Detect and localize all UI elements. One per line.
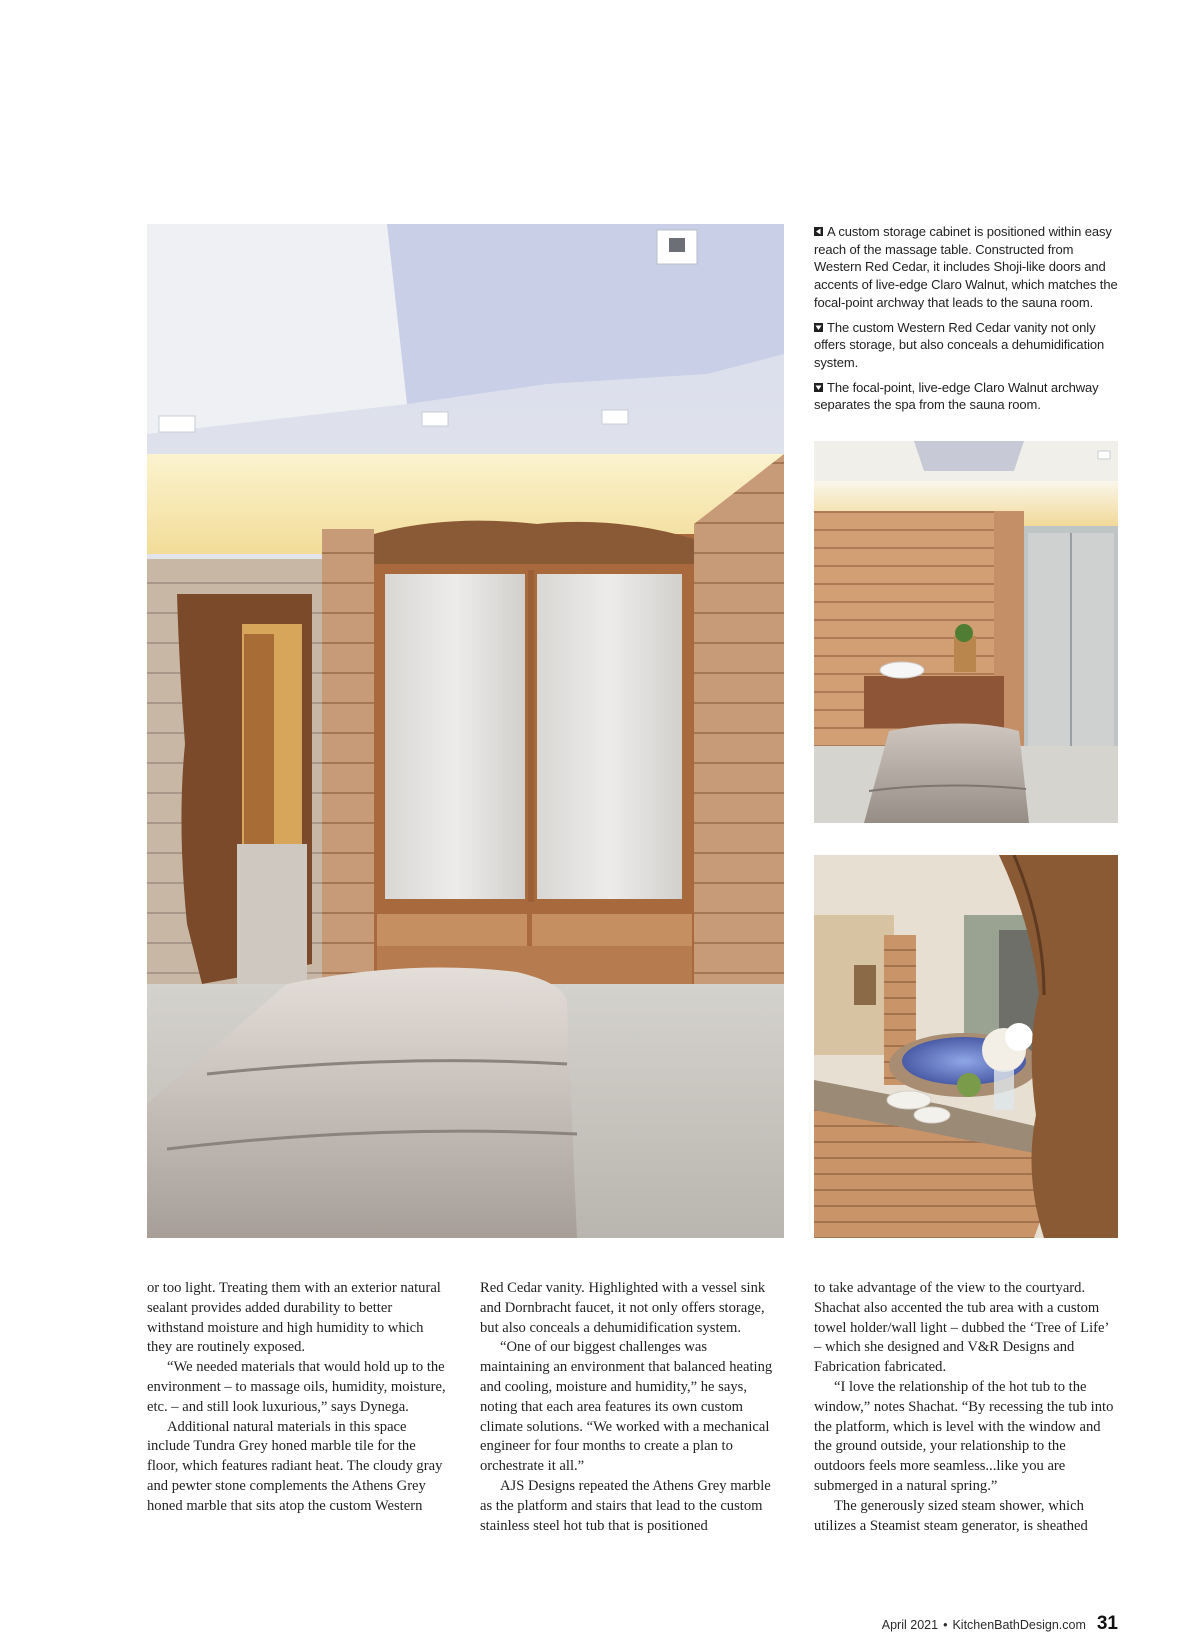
article-column-3 xyxy=(814,1279,1114,1536)
paragraph: The generously sized steam shower, which utilizes a Steamist steam generator, is sheathed xyxy=(814,1497,1088,1534)
paragraph: “I love the relationship of the hot tub to the window,” notes Shachat. “By recessing the tub into the platform, which is level with the window and the ground outside, your relationship to the outdoors feels more seamless...like you are submerged in a natural spring.” xyxy=(814,1378,1114,1494)
paragraph: or too light. Treating them with an exterior natural sealant provides added durability to better withstand moisture and high humidity to which they are routinely exposed. xyxy=(147,1280,441,1356)
caption-storage-cabinet: A custom storage cabinet is positioned within easy reach of the massage table. Constructed from Western Red Cedar, it includes Shoji-like doors and accents of live-edge Claro Walnut, which matches the focal-point archway that leads to the sauna room. xyxy=(814,224,1118,310)
paragraph: “One of our biggest challenges was maintaining an environment that balanced heating and cooling, moisture and humidity,” he says, noting that each area features its own custom climate solutions. “We worked with a mechanical engineer for four months to create a plan to orchestrate it all.” xyxy=(480,1339,773,1475)
spa-massage-room-photo xyxy=(147,224,784,1238)
caption-archway: The focal-point, live-edge Claro Walnut archway separates the spa from the sauna room. xyxy=(814,379,1099,413)
paragraph: “We needed materials that would hold up to the environment – to massage oils, humidity, moisture, etc. – and still look luxurious,” says Dynega. xyxy=(147,1359,446,1415)
article-column-1 xyxy=(147,1279,447,1517)
caption-vanity: The custom Western Red Cedar vanity not only offers storage, but also conceals a dehumidification system. xyxy=(814,319,1105,370)
arrow-down-icon xyxy=(814,383,823,392)
footer-separator: • xyxy=(943,1618,948,1632)
hot-tub-photo xyxy=(814,855,1118,1238)
paragraph: Additional natural materials in this space include Tundra Grey honed marble tile for the floor, which features radiant heat. The cloudy gray and pewter stone complements the Athens Grey honed marble that sits atop the custom Western xyxy=(147,1418,443,1514)
page-footer xyxy=(882,1613,1118,1635)
arrow-left-icon xyxy=(814,227,823,236)
paragraph: to take advantage of the view to the courtyard. Shachat also accented the tub area with a custom towel holder/wall light – dubbed the ‘Tree of Life’ – which she designed and V&R Designs and Fabrication fabricated. xyxy=(814,1280,1109,1376)
issue-date: April 2021 xyxy=(881,1618,939,1632)
publication-site: KitchenBathDesign.com xyxy=(952,1618,1086,1632)
vanity-shower-photo xyxy=(814,441,1118,823)
paragraph: AJS Designs repeated the Athens Grey marble as the platform and stairs that lead to the custom stainless steel hot tub that is positioned xyxy=(480,1477,771,1534)
paragraph: Red Cedar vanity. Highlighted with a vessel sink and Dornbracht faucet, it not only offers storage, but also conceals a dehumidification system. xyxy=(480,1280,766,1336)
page-number: 31 xyxy=(1096,1613,1118,1634)
article-column-2 xyxy=(480,1279,780,1536)
photo-captions xyxy=(814,223,1120,421)
arrow-down-icon xyxy=(814,323,823,332)
